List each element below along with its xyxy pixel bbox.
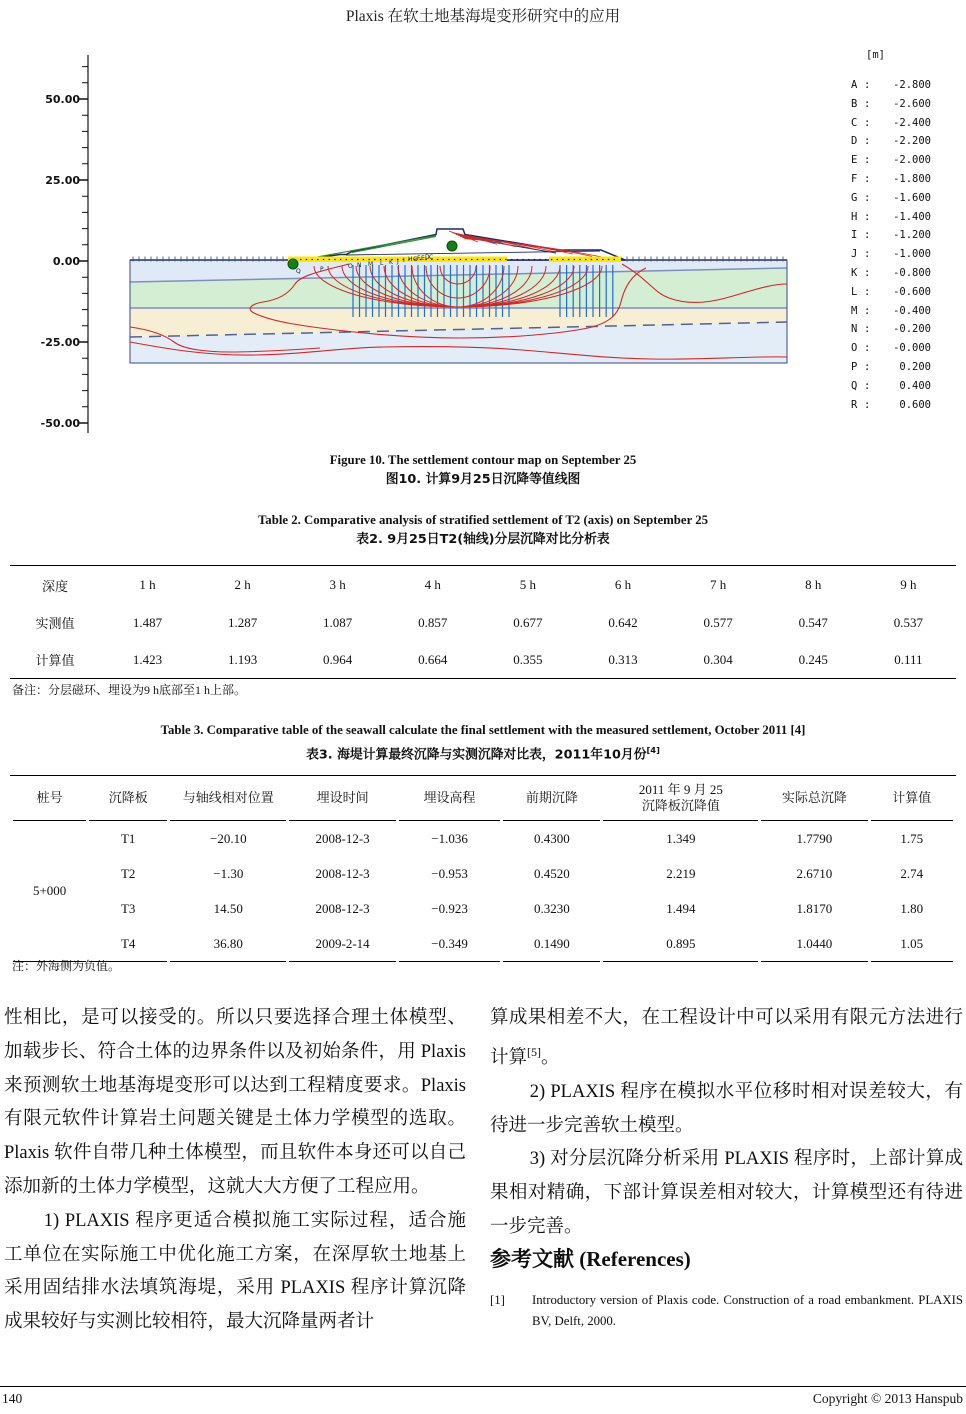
legend-value: -0.600 bbox=[893, 285, 931, 298]
table-cell: 2.74 bbox=[900, 865, 924, 881]
table-cell: 1.75 bbox=[900, 830, 924, 846]
table2-header-cell: 4 h bbox=[424, 577, 441, 592]
paragraph-text: 算成果相差不大，在工程设计中可以采用有限元方法进行计算 bbox=[490, 1008, 963, 1068]
contour-letter: E bbox=[421, 255, 425, 262]
legend-unit-label: [m] bbox=[866, 49, 885, 61]
legend-entry bbox=[851, 132, 931, 151]
table3-header-cell: 桩号 bbox=[13, 776, 86, 821]
table2 bbox=[10, 565, 956, 679]
references-heading-zh: 参考文献 bbox=[490, 1246, 574, 1271]
table-cell: 0.313 bbox=[608, 651, 638, 667]
table-cell: 1.494 bbox=[666, 900, 696, 916]
table-cell: 1.087 bbox=[323, 614, 353, 630]
contour-letter: I bbox=[403, 257, 405, 264]
page-number: 140 bbox=[2, 1391, 23, 1406]
legend-entry bbox=[851, 339, 931, 358]
legend-entry bbox=[851, 302, 931, 321]
contour-letter: K bbox=[389, 259, 393, 266]
contour-letter: Q bbox=[296, 268, 301, 275]
table2-caption-zh: 表2. 9月25日T2(轴线)分层沉降对比分析表 bbox=[356, 532, 610, 547]
legend-key: P bbox=[851, 360, 858, 373]
table-cell: 计算值 bbox=[35, 653, 75, 668]
legend-colon: : bbox=[864, 266, 871, 279]
legend-value: 0.200 bbox=[899, 360, 931, 373]
table3 bbox=[10, 775, 956, 962]
table3-header-line2: 沉降板沉降值 bbox=[641, 798, 720, 813]
table-cell: 2.219 bbox=[666, 865, 696, 881]
legend-key: M bbox=[851, 304, 858, 317]
legend-entry bbox=[851, 226, 931, 245]
table-cell: 实测值 bbox=[35, 616, 75, 631]
table-cell: 0.355 bbox=[513, 651, 543, 667]
legend-entry bbox=[851, 189, 931, 208]
table-cell: −0.349 bbox=[399, 926, 501, 962]
legend-colon: : bbox=[864, 285, 871, 298]
legend-value: -0.000 bbox=[893, 342, 931, 355]
embankment bbox=[300, 229, 625, 260]
legend-colon: : bbox=[864, 398, 871, 411]
legend-key: J bbox=[851, 248, 858, 261]
legend-colon: : bbox=[864, 97, 871, 110]
legend-entry bbox=[851, 95, 931, 114]
legend-colon: : bbox=[864, 116, 871, 129]
contour-letter: G bbox=[413, 256, 418, 263]
table-cell: 1.287 bbox=[227, 614, 258, 630]
legend-entry bbox=[851, 151, 931, 170]
legend-key: D bbox=[851, 135, 858, 148]
y-axis bbox=[41, 55, 88, 433]
legend-colon: : bbox=[864, 229, 871, 242]
table-cell: T3 bbox=[120, 900, 136, 916]
table-cell: 1.05 bbox=[871, 926, 953, 962]
legend-value: -0.200 bbox=[893, 323, 931, 336]
legend-value: 0.600 bbox=[899, 398, 931, 411]
figure-caption-en: Figure 10. The settlement contour map on September 25 bbox=[329, 453, 637, 467]
table2-row bbox=[10, 641, 956, 679]
table-cell: 0.664 bbox=[418, 651, 448, 667]
table2-header-cell: 7 h bbox=[709, 577, 727, 592]
table-cell: 2009-2-14 bbox=[289, 926, 395, 962]
paragraph: 3) 对分层沉降分析采用 PLAXIS 程序时，上部计算成果相对精确，下部计算误差相对较大，计算模型还有待进一步完善。 bbox=[490, 1149, 963, 1237]
legend-value: -2.200 bbox=[893, 135, 931, 148]
table-cell: −0.953 bbox=[431, 865, 468, 881]
table3-caption bbox=[0, 720, 966, 765]
table3-header-cell: 沉降板 bbox=[89, 776, 167, 821]
y-tick-label: 50.00 bbox=[45, 93, 80, 106]
table-cell: 1.487 bbox=[132, 614, 163, 630]
table2-header-cell: 3 h bbox=[329, 577, 346, 592]
legend-key: O bbox=[851, 342, 858, 355]
table3-row bbox=[13, 926, 953, 962]
legend-colon: : bbox=[864, 323, 871, 336]
legend-entry bbox=[851, 114, 931, 133]
y-tick-label: 25.00 bbox=[45, 174, 80, 187]
table-cell: T1 bbox=[120, 830, 136, 846]
table2-header-cell: 深度 bbox=[41, 578, 68, 594]
contour-letter: J bbox=[397, 258, 399, 265]
legend-value: -0.400 bbox=[893, 304, 931, 317]
legend-colon: : bbox=[864, 191, 871, 204]
y-axis-minor-ticks bbox=[82, 67, 88, 407]
y-tick-label: -25.00 bbox=[40, 336, 80, 349]
table-cell: 1.8170 bbox=[796, 900, 833, 916]
legend-value: -1.000 bbox=[893, 248, 931, 261]
table-cell: 0.4520 bbox=[534, 865, 570, 881]
contour-letter: N bbox=[357, 262, 362, 269]
legend-key: Q bbox=[851, 379, 858, 392]
legend-entry bbox=[851, 377, 931, 396]
table-cell: 0.857 bbox=[418, 614, 448, 630]
figure-settlement-contour-map bbox=[0, 45, 966, 447]
table-cell: 14.50 bbox=[213, 900, 243, 916]
table3-header-cell: 计算值 bbox=[871, 776, 953, 821]
legend-entry bbox=[851, 208, 931, 227]
table-cell: −1.30 bbox=[213, 865, 244, 881]
table3-header-cell: 与轴线相对位置 bbox=[170, 776, 286, 821]
body-right-column bbox=[490, 1002, 963, 1332]
contour-letter: M bbox=[368, 261, 374, 268]
contour-letter: P bbox=[320, 266, 324, 273]
table3-caption-en: Table 3. Comparative table of the seawall calculate the final settlement with the measured settlement, October 2011 [4] bbox=[160, 723, 806, 737]
contour-letter: C bbox=[429, 254, 434, 261]
legend-key: I bbox=[851, 229, 858, 242]
references-heading-en: (References) bbox=[574, 1246, 691, 1271]
legend-value: -1.800 bbox=[893, 172, 931, 185]
settlement-plate-marker bbox=[288, 259, 298, 269]
figure-caption-zh: 图10. 计算9月25日沉降等值线图 bbox=[385, 472, 581, 487]
table-cell: 36.80 bbox=[170, 926, 286, 962]
settlement-plate-marker bbox=[447, 241, 457, 251]
legend-value: -1.400 bbox=[893, 210, 931, 223]
table3-caption-zh bbox=[0, 740, 966, 765]
legend-entry bbox=[851, 320, 931, 339]
legend-key: G bbox=[851, 191, 858, 204]
contour-letter: D bbox=[425, 254, 430, 261]
table-cell: 1.80 bbox=[900, 900, 924, 916]
paragraph: 2) PLAXIS 程序在模拟水平位移时相对误差较大，有待进一步完善软土模型。 bbox=[490, 1081, 963, 1136]
table3-note: 注：外海侧为负值。 bbox=[12, 959, 121, 973]
legend-colon: : bbox=[864, 304, 871, 317]
table3-caption-zh-sup: [4] bbox=[646, 745, 660, 755]
contour-letter: L bbox=[380, 260, 384, 267]
body-left-column bbox=[4, 1002, 466, 1340]
legend-key: C bbox=[851, 116, 858, 129]
table-cell: 0.4300 bbox=[534, 830, 570, 846]
table-cell: T2 bbox=[120, 865, 136, 881]
table-cell: −20.10 bbox=[209, 830, 247, 846]
legend-key: R bbox=[851, 398, 858, 411]
legend-key: N bbox=[851, 323, 858, 336]
table-cell: 0.245 bbox=[798, 651, 828, 667]
legend-entry bbox=[851, 245, 931, 264]
table-cell: 1.193 bbox=[227, 651, 258, 667]
y-tick-label: -50.00 bbox=[40, 417, 80, 430]
legend-entry bbox=[851, 283, 931, 302]
reference-item bbox=[490, 1290, 963, 1332]
table-cell: −0.923 bbox=[431, 900, 468, 916]
table-cell: 0.677 bbox=[513, 614, 543, 630]
table-cell: 2.6710 bbox=[796, 865, 833, 881]
table-cell: 0.964 bbox=[323, 651, 353, 667]
table-cell: T4 bbox=[89, 926, 167, 962]
table-cell: 1.0440 bbox=[761, 926, 867, 962]
legend-colon: : bbox=[864, 342, 871, 355]
y-tick-label: 0.00 bbox=[52, 255, 80, 268]
legend-colon: : bbox=[864, 360, 871, 373]
table3-header-cell: 前期沉降 bbox=[503, 776, 600, 821]
legend-colon: : bbox=[864, 154, 871, 167]
contour-legend bbox=[851, 76, 931, 414]
soil-layers bbox=[130, 260, 787, 363]
table2-header-row bbox=[10, 566, 956, 605]
table2-header-cell: 9 h bbox=[900, 577, 917, 592]
legend-key: F bbox=[851, 172, 858, 185]
contour-letter: F bbox=[417, 255, 421, 262]
table2-header-cell: 5 h bbox=[519, 577, 537, 592]
copyright-text: Copyright © 2013 Hanspub bbox=[812, 1391, 963, 1406]
legend-entry bbox=[851, 396, 931, 415]
legend-colon: : bbox=[864, 79, 871, 91]
figure-caption bbox=[0, 450, 966, 490]
table-cell: 2008-12-3 bbox=[315, 830, 370, 846]
table-cell: 1.7790 bbox=[796, 830, 833, 846]
table3-header-cell: 实际总沉降 bbox=[761, 776, 867, 821]
legend-key: L bbox=[851, 285, 858, 298]
table3-row bbox=[13, 856, 953, 891]
paragraph: 1) PLAXIS 程序更适合模拟施工实际过程，适合施工单位在实际施工中优化施工方案，在深厚软土地基上采用固结排水法填筑海堤，采用 PLAXIS 程序计算沉降成果较好与实测比较相符，最大沉降量两者计 bbox=[4, 1210, 466, 1333]
reference-text: Introductory version of Plaxis code. Construction of a road embankment. PLAXIS BV, Delft, 2000. bbox=[532, 1292, 963, 1328]
table-cell: 0.577 bbox=[703, 614, 733, 630]
table3-row bbox=[13, 891, 953, 926]
footer-divider bbox=[0, 1386, 966, 1387]
legend-value: -2.600 bbox=[893, 97, 931, 110]
legend-value: -1.200 bbox=[893, 229, 931, 242]
table2-caption bbox=[0, 510, 966, 550]
table-cell: 0.895 bbox=[603, 926, 758, 962]
legend-colon: : bbox=[864, 172, 871, 185]
table3-header-cell bbox=[603, 776, 758, 821]
legend-key: H bbox=[851, 210, 858, 223]
legend-entry bbox=[851, 170, 931, 189]
table-cell: 0.1490 bbox=[503, 926, 600, 962]
citation-superscript: [5] bbox=[527, 1044, 542, 1059]
legend-key: B bbox=[851, 97, 858, 110]
page-title: Plaxis 在软土地基海堤变形研究中的应用 bbox=[345, 8, 621, 25]
table-cell: 0.537 bbox=[893, 614, 924, 630]
legend-colon: : bbox=[864, 210, 871, 223]
legend-value: -2.000 bbox=[893, 154, 931, 167]
table3-header-cell: 埋设时间 bbox=[289, 776, 395, 821]
legend-entry bbox=[851, 76, 931, 95]
contour-letter: O bbox=[348, 263, 353, 270]
legend-colon: : bbox=[864, 379, 871, 392]
table2-header-cell: 1 h bbox=[139, 577, 156, 592]
legend-entry bbox=[851, 358, 931, 377]
table-cell: 1.423 bbox=[132, 651, 163, 667]
table-cell: 0.304 bbox=[703, 651, 733, 667]
legend-key: K bbox=[851, 266, 858, 279]
legend-value: -2.800 bbox=[893, 79, 931, 91]
table2-row bbox=[10, 604, 956, 641]
legend-value: -0.800 bbox=[893, 266, 931, 279]
legend-key: A bbox=[851, 79, 858, 91]
paragraph: 性相比，是可以接受的。所以只要选择合理土体模型、加载步长、符合土体的边界条件以及初始条件，用 Plaxis 来预测软土地基海堤变形可以达到工程精度要求。Plaxis 有限元软件计算岩土问题关键是土体力学模型的选取。Plaxis 软件自带几种土体模型，而且软件本身还可以自己添加新的土体力学模型，这就大大方便了工程应用。 bbox=[4, 1008, 466, 1197]
contour-letter: H bbox=[408, 256, 413, 263]
table3-header-row bbox=[13, 776, 953, 821]
table-cell: 0.3230 bbox=[534, 900, 570, 916]
paragraph-text: 。 bbox=[541, 1047, 560, 1068]
table-cell: 0.111 bbox=[894, 651, 923, 667]
legend-value: 0.400 bbox=[899, 379, 931, 392]
table-cell: 0.642 bbox=[608, 614, 638, 630]
references-heading bbox=[490, 1245, 963, 1273]
table-cell: 2008-12-3 bbox=[315, 865, 370, 881]
table2-header-cell: 6 h bbox=[614, 577, 632, 592]
geotextile-band bbox=[288, 257, 621, 263]
table2-header-cell: 8 h bbox=[805, 577, 822, 592]
table2-header-cell: 2 h bbox=[234, 577, 251, 592]
table2-caption-en: Table 2. Comparative analysis of stratified settlement of T2 (axis) on September 25 bbox=[257, 513, 709, 527]
table-cell: 1.349 bbox=[666, 830, 696, 846]
legend-key: E bbox=[851, 154, 858, 167]
reference-number: [1] bbox=[490, 1292, 505, 1307]
legend-value: -2.400 bbox=[893, 116, 931, 129]
legend-colon: : bbox=[864, 248, 871, 261]
table3-caption-zh-text: 表3. 海堤计算最终沉降与实测沉降对比表，2011年10月份 bbox=[306, 747, 647, 763]
legend-colon: : bbox=[864, 135, 871, 148]
pile-number-cell: 5+000 bbox=[13, 821, 86, 962]
table-cell: −1.036 bbox=[431, 830, 468, 846]
table2-note: 备注：分层磁环、埋设为9 h底部至1 h上部。 bbox=[12, 683, 247, 697]
table3-header-line1: 2011 年 9 月 25 bbox=[638, 781, 723, 797]
table-cell: 0.547 bbox=[798, 614, 828, 630]
table3-row bbox=[13, 821, 953, 856]
table-cell: 2008-12-3 bbox=[315, 900, 370, 916]
legend-value: -1.600 bbox=[893, 191, 931, 204]
paragraph bbox=[490, 1002, 963, 1076]
contour-map-svg bbox=[0, 45, 966, 447]
legend-entry bbox=[851, 264, 931, 283]
table3-header-cell: 埋设高程 bbox=[399, 776, 501, 821]
